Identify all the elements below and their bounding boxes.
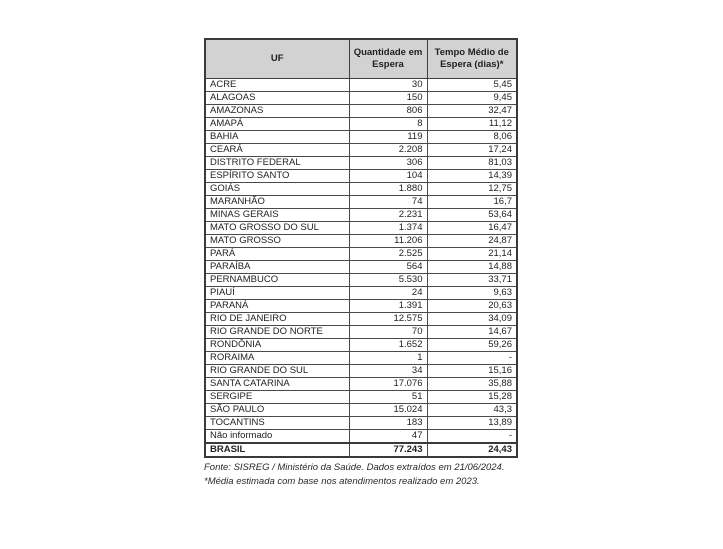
quantity-cell: 119 <box>349 131 427 144</box>
wait-list-table-container <box>204 38 516 489</box>
wait-time-cell: 24,87 <box>427 235 517 248</box>
uf-cell: AMAPÁ <box>205 118 349 131</box>
uf-cell: ACRE <box>205 79 349 92</box>
quantity-cell: 1.652 <box>349 339 427 352</box>
wait-time-cell: 15,16 <box>427 365 517 378</box>
wait-time-cell: 53,64 <box>427 209 517 222</box>
quantity-cell: 30 <box>349 79 427 92</box>
wait-time-cell: 17,24 <box>427 144 517 157</box>
uf-cell: ALAGOAS <box>205 92 349 105</box>
quantity-cell: 34 <box>349 365 427 378</box>
quantity-cell: 2.231 <box>349 209 427 222</box>
uf-cell: BRASIL <box>205 443 349 457</box>
quantity-cell: 2.525 <box>349 248 427 261</box>
table-row <box>205 222 517 235</box>
quantity-cell: 70 <box>349 326 427 339</box>
wait-time-cell: 13,89 <box>427 417 517 430</box>
wait-time-cell: 81,03 <box>427 157 517 170</box>
wait-time-cell: 21,14 <box>427 248 517 261</box>
uf-cell: SANTA CATARINA <box>205 378 349 391</box>
table-row <box>205 131 517 144</box>
col-header-tempo-medio: Tempo Médio de Espera (dias)* <box>427 39 517 79</box>
wait-time-cell: 35,88 <box>427 378 517 391</box>
quantity-cell: 183 <box>349 417 427 430</box>
uf-cell: RIO DE JANEIRO <box>205 313 349 326</box>
table-row <box>205 287 517 300</box>
wait-time-cell: 8,06 <box>427 131 517 144</box>
table-row <box>205 261 517 274</box>
quantity-cell: 77.243 <box>349 443 427 457</box>
table-row <box>205 365 517 378</box>
wait-time-cell: 14,39 <box>427 170 517 183</box>
wait-time-cell: 15,28 <box>427 391 517 404</box>
quantity-cell: 1.880 <box>349 183 427 196</box>
table-row <box>205 144 517 157</box>
wait-time-cell: 34,09 <box>427 313 517 326</box>
table-row <box>205 417 517 430</box>
quantity-cell: 1 <box>349 352 427 365</box>
uf-cell: RIO GRANDE DO SUL <box>205 365 349 378</box>
table-row <box>205 170 517 183</box>
quantity-cell: 1.374 <box>349 222 427 235</box>
quantity-cell: 1.391 <box>349 300 427 313</box>
uf-cell: GOIÁS <box>205 183 349 196</box>
table-row <box>205 352 517 365</box>
wait-time-cell: 16,7 <box>427 196 517 209</box>
wait-time-cell: 43,3 <box>427 404 517 417</box>
quantity-cell: 806 <box>349 105 427 118</box>
uf-cell: PARÁ <box>205 248 349 261</box>
table-row <box>205 209 517 222</box>
header-row <box>205 39 517 79</box>
table-row <box>205 248 517 261</box>
uf-cell: SÃO PAULO <box>205 404 349 417</box>
wait-time-cell: 59,26 <box>427 339 517 352</box>
table-row <box>205 274 517 287</box>
quantity-cell: 17.076 <box>349 378 427 391</box>
quantity-cell: 47 <box>349 430 427 444</box>
wait-time-cell: 33,71 <box>427 274 517 287</box>
uf-cell: PARANÁ <box>205 300 349 313</box>
table-row <box>205 183 517 196</box>
quantity-cell: 8 <box>349 118 427 131</box>
table-row <box>205 339 517 352</box>
table-body <box>205 79 517 458</box>
wait-list-table <box>204 38 518 458</box>
wait-time-cell: 16,47 <box>427 222 517 235</box>
quantity-cell: 2.208 <box>349 144 427 157</box>
wait-time-cell: - <box>427 430 517 444</box>
methodology-note: *Média estimada com base nos atendimentos realizado em 2023. <box>204 476 480 487</box>
table-row <box>205 79 517 92</box>
wait-time-cell: 32,47 <box>427 105 517 118</box>
table-row <box>205 118 517 131</box>
uf-cell: RIO GRANDE DO NORTE <box>205 326 349 339</box>
uf-cell: RONDÔNIA <box>205 339 349 352</box>
uf-cell: Não informado <box>205 430 349 444</box>
uf-cell: TOCANTINS <box>205 417 349 430</box>
uf-cell: SERGIPE <box>205 391 349 404</box>
table-row <box>205 300 517 313</box>
uf-cell: PERNAMBUCO <box>205 274 349 287</box>
table-row <box>205 157 517 170</box>
col-header-uf: UF <box>205 39 349 79</box>
wait-time-cell: 9,45 <box>427 92 517 105</box>
col-header-quantidade: Quantidade em Espera <box>349 39 427 79</box>
table-row <box>205 105 517 118</box>
wait-time-cell: 11,12 <box>427 118 517 131</box>
uf-cell: MARANHÃO <box>205 196 349 209</box>
table-row <box>205 378 517 391</box>
uf-cell: ESPÍRITO SANTO <box>205 170 349 183</box>
uf-cell: MINAS GERAIS <box>205 209 349 222</box>
quantity-cell: 12.575 <box>349 313 427 326</box>
quantity-cell: 5.530 <box>349 274 427 287</box>
uf-cell: CEARÁ <box>205 144 349 157</box>
table-row <box>205 391 517 404</box>
table-row <box>205 404 517 417</box>
table-row <box>205 443 517 457</box>
table-row <box>205 313 517 326</box>
quantity-cell: 15.024 <box>349 404 427 417</box>
table-row <box>205 430 517 444</box>
uf-cell: DISTRITO FEDERAL <box>205 157 349 170</box>
uf-cell: AMAZONAS <box>205 105 349 118</box>
wait-time-cell: 24,43 <box>427 443 517 457</box>
uf-cell: BAHIA <box>205 131 349 144</box>
table-row <box>205 326 517 339</box>
wait-time-cell: 14,88 <box>427 261 517 274</box>
source-note: Fonte: SISREG / Ministério da Saúde. Dados extraídos em 21/06/2024. <box>204 462 505 473</box>
wait-time-cell: 9,63 <box>427 287 517 300</box>
quantity-cell: 11.206 <box>349 235 427 248</box>
quantity-cell: 104 <box>349 170 427 183</box>
quantity-cell: 564 <box>349 261 427 274</box>
table-row <box>205 196 517 209</box>
uf-cell: MATO GROSSO <box>205 235 349 248</box>
quantity-cell: 74 <box>349 196 427 209</box>
wait-time-cell: 14,67 <box>427 326 517 339</box>
wait-time-cell: 5,45 <box>427 79 517 92</box>
wait-time-cell: - <box>427 352 517 365</box>
uf-cell: PIAUÍ <box>205 287 349 300</box>
table-row <box>205 235 517 248</box>
wait-time-cell: 20,63 <box>427 300 517 313</box>
quantity-cell: 306 <box>349 157 427 170</box>
table-row <box>205 92 517 105</box>
quantity-cell: 24 <box>349 287 427 300</box>
footer-notes <box>204 461 516 489</box>
uf-cell: RORAIMA <box>205 352 349 365</box>
quantity-cell: 51 <box>349 391 427 404</box>
uf-cell: MATO GROSSO DO SUL <box>205 222 349 235</box>
uf-cell: PARAÍBA <box>205 261 349 274</box>
quantity-cell: 150 <box>349 92 427 105</box>
wait-time-cell: 12,75 <box>427 183 517 196</box>
